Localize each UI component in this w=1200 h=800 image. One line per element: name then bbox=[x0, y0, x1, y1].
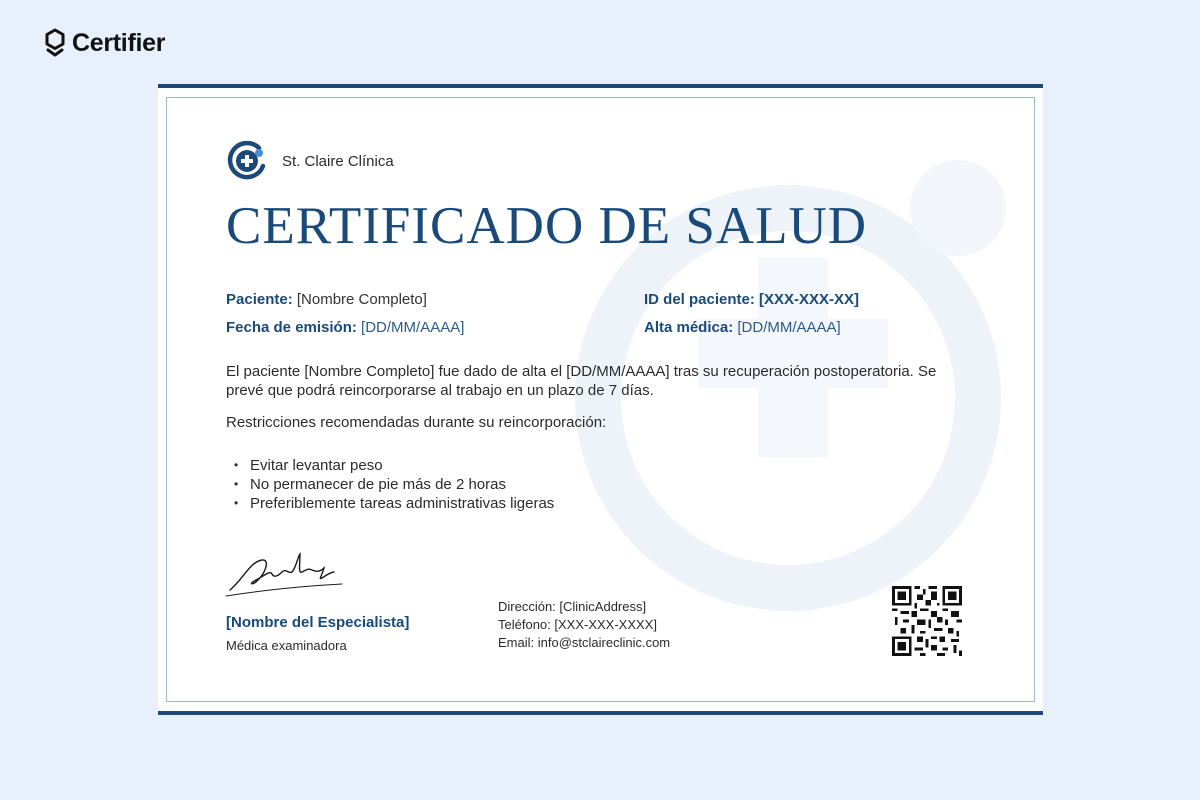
brand-name: Certifier bbox=[72, 28, 166, 57]
patient-value: [Nombre Completo] bbox=[296, 291, 427, 308]
patient-id-field bbox=[644, 291, 859, 308]
specialist-role: Médica examinadora bbox=[226, 638, 347, 653]
issue-date-field bbox=[226, 319, 464, 336]
certifier-logo-icon bbox=[44, 28, 66, 58]
discharge-field bbox=[644, 319, 841, 336]
contact-email: Email: info@stclaireclinic.com bbox=[498, 635, 671, 650]
contact-phone: Teléfono: [XXX-XXX-XXXX] bbox=[498, 617, 657, 632]
health-certificate bbox=[158, 84, 1043, 715]
patient-label: Paciente: bbox=[226, 291, 293, 308]
issue-date-label: Fecha de emisión: bbox=[226, 319, 357, 336]
certificate-paragraph: El paciente [Nombre Completo] fue dado de alta el [DD/MM/AAAA] tras su recuperación postoperatoria. Se prevé que podrá reincorporarse al trabajo en un plazo de 7 días. bbox=[226, 363, 937, 399]
discharge-label: Alta médica: bbox=[644, 319, 734, 336]
patient-id-label: ID del paciente: bbox=[644, 291, 755, 308]
restriction-item: • Evitar levantar peso bbox=[234, 456, 554, 475]
specialist-name: [Nombre del Especialista] bbox=[226, 614, 410, 631]
patient-field bbox=[226, 291, 427, 308]
discharge-value: [DD/MM/AAAA] bbox=[737, 319, 841, 336]
restrictions-intro: Restricciones recomendadas durante su reincorporación: bbox=[226, 414, 607, 431]
contact-address: Dirección: [ClinicAddress] bbox=[498, 599, 647, 614]
patient-id-value: [XXX-XXX-XX] bbox=[759, 291, 860, 308]
restriction-item: • No permanecer de pie más de 2 horas bbox=[234, 475, 554, 494]
restriction-item: • Preferiblemente tareas administrativas ligeras bbox=[234, 494, 554, 513]
certifier-brand bbox=[44, 28, 165, 58]
clinic-logo-icon bbox=[226, 140, 268, 182]
signature bbox=[224, 550, 346, 600]
clinic-header bbox=[226, 140, 394, 182]
qr-code-icon bbox=[892, 586, 962, 656]
certificate-title: CERTIFICADO DE SALUD bbox=[226, 197, 868, 255]
clinic-name: St. Claire Clínica bbox=[282, 152, 394, 170]
contact-info bbox=[498, 598, 670, 652]
restrictions-list bbox=[234, 456, 554, 513]
issue-date-value: [DD/MM/AAAA] bbox=[361, 319, 465, 336]
